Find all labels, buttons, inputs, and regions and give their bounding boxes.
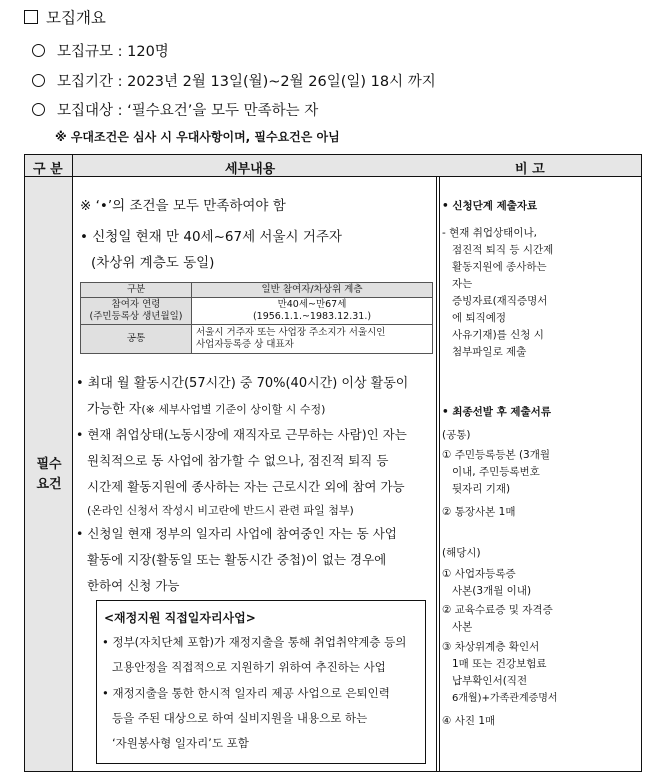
remarks-line: 1매 또는 건강보험료 — [452, 658, 547, 670]
overview-item: 모집규모 : 120명 — [32, 40, 169, 61]
condition-hours-sub: 가능한 자(※ 세부사업별 기준이 상이할 시 수정) — [87, 402, 326, 417]
box-line: • 정부(자치단체 포함)가 재정지출을 통해 취업취약계층 등의 — [102, 635, 407, 649]
header-details: 세부내용 — [225, 162, 276, 177]
remarks-line: 사본(3개월 이내) — [452, 585, 532, 597]
circle-bullet-icon — [32, 44, 45, 57]
remarks-line: 뒷자리 기재) — [452, 483, 511, 495]
condition-age-sub: (차상위 계층도 동일) — [91, 255, 215, 271]
box-line: 고용안정을 직접적으로 지원하기 위하여 추진하는 사업 — [112, 660, 386, 674]
condition-employment-note: (온라인 신청서 작성시 비고란에 반드시 관련 파일 첨부) — [87, 504, 354, 517]
condition-government-3: 한하여 신청 가능 — [87, 578, 180, 593]
checkbox-square-icon — [24, 10, 38, 24]
remarks-line: ① 사업자등록증 — [442, 568, 516, 580]
circle-bullet-icon — [32, 103, 45, 116]
section-title: 모집개요 — [24, 6, 106, 28]
condition-note: ※ ‘•’의 조건을 모두 만족하여야 함 — [80, 198, 286, 214]
remarks-line: ③ 차상위계층 확인서 — [442, 641, 540, 653]
preference-note: ※ 우대조건은 심사 시 우대사항이며, 필수요건은 아님 — [55, 130, 340, 144]
box-line: ‘자원봉사형 일자리’도 포함 — [112, 736, 249, 750]
remarks-line: 6개월)+가족관계증명서 — [452, 693, 558, 704]
condition-employment-3: 시간제 활동지원에 종사하는 자는 근로시간 외에 참여 가능 — [87, 479, 405, 494]
remarks-line: ② 통장사본 1매 — [442, 506, 516, 518]
condition-employment-2: 원칙적으로 동 사업에 참가할 수 없으나, 점진적 퇴직 등 — [87, 453, 389, 468]
condition-age: • 신청일 현재 만 40세~67세 서울시 거주자 — [80, 229, 342, 245]
overview-item: 모집대상 : ‘필수요건’을 모두 만족하는 자 — [32, 99, 318, 120]
remarks-line: 활동지원에 종사하는 — [452, 261, 547, 273]
condition-government-2: 활동에 지장(활동일 또는 활동시간 중첩)이 없는 경우에 — [87, 552, 387, 567]
box-line: 등을 주된 대상으로 하여 실비지원을 내용으로 하는 — [112, 711, 368, 725]
remarks-line: 첨부파일로 제출 — [452, 346, 527, 358]
remarks-line: 납부확인서(직전 — [452, 675, 528, 687]
table-header — [25, 155, 641, 177]
circle-bullet-icon — [32, 74, 45, 87]
remarks-title-application: • 신청단계 제출자료 — [442, 200, 538, 212]
condition-employment: • 현재 취업상태(노동시장에 재직자로 근무하는 사람)인 자는 — [76, 427, 407, 442]
remarks-line: 사본 — [452, 621, 473, 633]
box-title: <재정지원 직접일자리사업> — [104, 611, 256, 625]
header-category: 구 분 — [33, 162, 63, 177]
remarks-line: 에 퇴직예정 — [452, 312, 507, 324]
remarks-line: 점진적 퇴직 등 시간제 — [452, 244, 554, 256]
age-criteria-table: 구분 일반 참여자/차상위 계층 참여자 연령 (주민등록상 생년월일) 만40세~만67세 (1956.1.1.~1983.12.31.) 공통 서울시 거주자 또는 사업장 주소지가 서울시인 사업자등록증 상 대표자 — [80, 282, 433, 354]
remarks-line: ② 교육수료증 및 자격증 — [442, 604, 553, 616]
remarks-line: ① 주민등록등본 (3개월 — [442, 449, 551, 461]
remarks-line: 이내, 주민등록번호 — [452, 466, 540, 478]
condition-government: • 신청일 현재 정부의 일자리 사업에 참여중인 자는 동 사업 — [76, 526, 397, 541]
remarks-line: ④ 사진 1매 — [442, 715, 496, 727]
header-remarks: 비 고 — [515, 162, 545, 177]
remarks-line: - 현재 취업상태이나, — [442, 227, 537, 239]
remarks-line: 자는 — [452, 278, 473, 290]
remarks-line: (해당시) — [442, 547, 481, 559]
remarks-line: 사유기재)를 신청 시 — [452, 329, 544, 341]
remarks-line: 증빙자료(재직증명서 — [452, 295, 548, 307]
row-label-required: 필수 요건 — [36, 457, 62, 492]
box-line: • 재정지출을 통한 한시적 일자리 제공 사업으로 은퇴인력 — [102, 686, 390, 700]
remarks-title-final: • 최종선발 후 제출서류 — [442, 406, 551, 418]
remarks-line: (공통) — [442, 429, 471, 441]
overview-item: 모집기간 : 2023년 2월 13일(월)~2월 26일(일) 18시 까지 — [32, 70, 436, 91]
condition-hours: • 최대 월 활동시간(57시간) 중 70%(40시간) 이상 활동이 — [76, 376, 409, 391]
